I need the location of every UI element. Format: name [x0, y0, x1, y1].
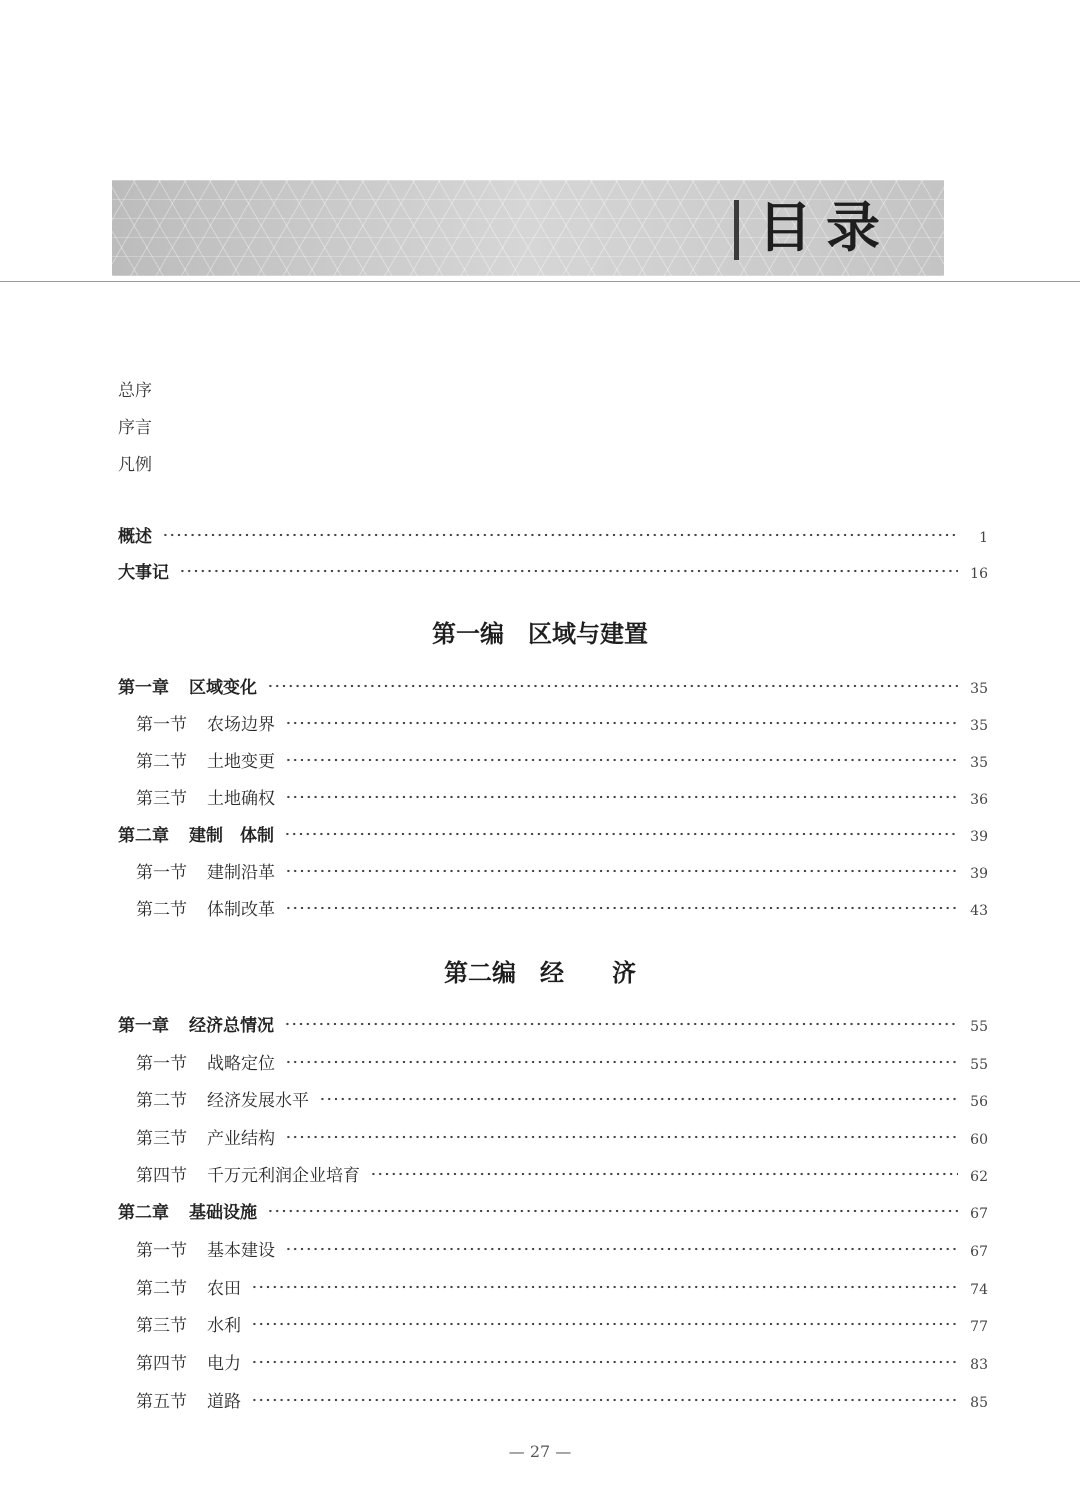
front-matter-item[interactable]: 总序	[118, 381, 152, 401]
toc-chapter[interactable]	[118, 821, 988, 847]
leader-dots	[285, 1134, 958, 1140]
toc-section[interactable]	[136, 1086, 988, 1112]
title-accent-bar	[734, 200, 739, 260]
toc-page-number: 62	[970, 1169, 988, 1185]
toc-section[interactable]	[136, 710, 988, 736]
front-matter-item[interactable]: 凡例	[118, 455, 152, 475]
section-title: 产业结构	[207, 1129, 275, 1149]
toc-page-number: 60	[970, 1132, 988, 1148]
section-title: 土地变更	[207, 752, 275, 772]
section-title: 建制沿革	[207, 863, 275, 883]
toc-section[interactable]	[136, 1349, 988, 1375]
page-title: 目录	[758, 196, 894, 259]
header-divider	[0, 281, 1080, 282]
leader-dots	[179, 568, 958, 574]
toc-page-number: 43	[970, 903, 988, 919]
section-number: 第三节	[136, 789, 187, 809]
leader-dots	[285, 720, 958, 726]
section-title: 农田	[207, 1279, 241, 1299]
section-title: 经济发展水平	[207, 1091, 309, 1111]
toc-page-number: 56	[970, 1094, 988, 1110]
leader-dots	[285, 1246, 958, 1252]
leader-dots	[251, 1321, 958, 1327]
section-number: 第三节	[136, 1316, 187, 1336]
section-number: 第一节	[136, 863, 187, 883]
leader-dots	[284, 1021, 958, 1027]
toc-page-number: 55	[970, 1057, 988, 1073]
toc-page-number: 35	[970, 718, 988, 734]
toc-page-number: 36	[970, 792, 988, 808]
toc-page-number: 39	[970, 829, 988, 845]
toc-page-number: 67	[970, 1206, 988, 1222]
section-number: 第五节	[136, 1392, 187, 1412]
section-number: 第三节	[136, 1129, 187, 1149]
leader-dots	[251, 1284, 958, 1290]
toc-section[interactable]	[136, 1274, 988, 1300]
section-title: 电力	[207, 1354, 241, 1374]
toc-page-number: 16	[970, 566, 988, 582]
section-number: 第二节	[136, 1091, 187, 1111]
section-number: 第二节	[136, 752, 187, 772]
toc-page-number: 83	[970, 1357, 988, 1373]
toc-section[interactable]	[136, 895, 988, 921]
toc-page-number: 85	[970, 1395, 988, 1411]
chapter-title: 区域变化	[189, 678, 257, 698]
section-title: 农场边界	[207, 715, 275, 735]
section-title: 水利	[207, 1316, 241, 1336]
chapter-title: 经济总情况	[189, 1016, 274, 1036]
leader-dots	[267, 683, 958, 689]
toc-chapter[interactable]	[118, 673, 988, 699]
section-number: 第四节	[136, 1354, 187, 1374]
leader-dots	[251, 1397, 958, 1403]
toc-page-number: 67	[970, 1244, 988, 1260]
toc-page-number: 35	[970, 681, 988, 697]
chapter-title: 建制 体制	[189, 826, 274, 846]
toc-section[interactable]	[136, 858, 988, 884]
leader-dots	[319, 1096, 958, 1102]
leader-dots	[162, 532, 958, 538]
chapter-number: 第二章	[118, 1203, 169, 1223]
chapter-number: 第一章	[118, 1016, 169, 1036]
toc-section[interactable]	[136, 1236, 988, 1262]
front-matter-item[interactable]: 序言	[118, 418, 152, 438]
toc-section[interactable]	[136, 747, 988, 773]
section-number: 第四节	[136, 1166, 187, 1186]
toc-page-number: 77	[970, 1319, 988, 1335]
toc-page-number: 55	[970, 1019, 988, 1035]
section-title: 土地确权	[207, 789, 275, 809]
toc-page-number: 39	[970, 866, 988, 882]
leader-dots	[284, 831, 958, 837]
leader-dots	[285, 794, 958, 800]
page-number-footer: — 27 —	[508, 1442, 572, 1461]
chapter-title: 基础设施	[189, 1203, 257, 1223]
toc-entry-label: 大事记	[118, 563, 169, 583]
section-title: 千万元利润企业培育	[207, 1166, 360, 1186]
toc-page-number: 74	[970, 1282, 988, 1298]
toc-section[interactable]	[136, 784, 988, 810]
part-heading: 第二编 经 济	[444, 958, 636, 987]
part-heading: 第一编 区域与建置	[432, 619, 648, 648]
toc-entry[interactable]	[118, 522, 988, 548]
toc-section[interactable]	[136, 1311, 988, 1337]
toc-entry[interactable]	[118, 558, 988, 584]
leader-dots	[285, 905, 958, 911]
section-number: 第二节	[136, 1279, 187, 1299]
toc-page-number: 35	[970, 755, 988, 771]
section-title: 体制改革	[207, 900, 275, 920]
toc-chapter[interactable]	[118, 1198, 988, 1224]
leader-dots	[370, 1171, 958, 1177]
section-title: 基本建设	[207, 1241, 275, 1261]
leader-dots	[285, 757, 958, 763]
section-title: 道路	[207, 1392, 241, 1412]
section-number: 第一节	[136, 1054, 187, 1074]
toc-chapter[interactable]	[118, 1011, 988, 1037]
leader-dots	[251, 1359, 958, 1365]
toc-entry-label: 概述	[118, 527, 152, 547]
leader-dots	[285, 1059, 958, 1065]
chapter-number: 第二章	[118, 826, 169, 846]
toc-section[interactable]	[136, 1161, 988, 1187]
section-number: 第二节	[136, 900, 187, 920]
section-number: 第一节	[136, 715, 187, 735]
leader-dots	[285, 868, 958, 874]
leader-dots	[267, 1208, 958, 1214]
section-number: 第一节	[136, 1241, 187, 1261]
toc-section[interactable]	[136, 1049, 988, 1075]
toc-section[interactable]	[136, 1387, 988, 1413]
toc-page-number: 1	[979, 530, 988, 546]
chapter-number: 第一章	[118, 678, 169, 698]
toc-section[interactable]	[136, 1124, 988, 1150]
section-title: 战略定位	[207, 1054, 275, 1074]
